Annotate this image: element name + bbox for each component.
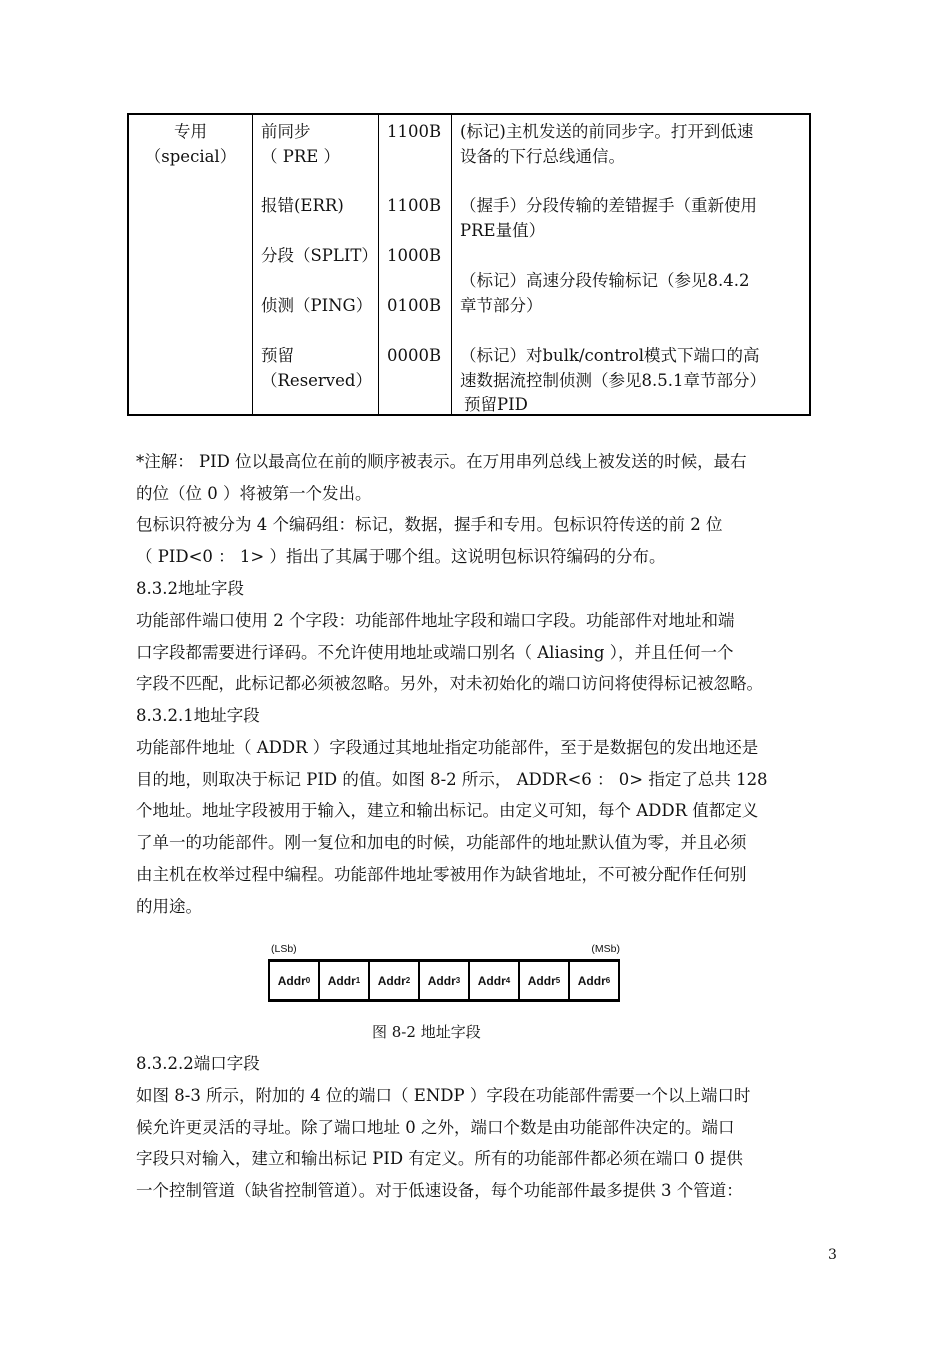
- text-line: 包标识符被分为 4 个编码组：标记，数据，握手和专用。包标识符传送的前 2 位: [136, 515, 723, 534]
- text-line: 的用途。: [136, 896, 202, 916]
- text-line: 字段只对输入，建立和输出标记 PID 有定义。所有的功能部件都必须在端口 0 提供: [136, 1149, 743, 1169]
- text-line: *注解： PID 位以最高位在前的顺序被表示。在万用串列总线上被发送的时候，最右: [136, 452, 747, 471]
- pid-code: 1100B: [387, 122, 442, 141]
- pid-code: 0100B: [387, 296, 442, 315]
- address-bit-cell: Addr 6: [570, 962, 620, 999]
- pid-description: (标记)主机发送的前同步字。打开到低速: [460, 122, 754, 141]
- pid-description: （标记）高速分段传输标记（参见8.4.2: [460, 271, 750, 290]
- description-column: [451, 115, 809, 414]
- text-line: 功能部件地址（ ADDR ）字段通过其地址指定功能部件，至于是数据包的发出地还是: [136, 738, 759, 757]
- section-heading-8-3-2-2: 8.3.2.2端口字段: [136, 1054, 260, 1073]
- name-column: [252, 115, 378, 414]
- msb-label: (MSb): [591, 943, 620, 955]
- lsb-label: (LSb): [271, 943, 297, 955]
- address-bit-cell: Addr 2: [370, 962, 420, 999]
- pid-code: 1000B: [387, 246, 442, 265]
- text-line: 如图 8-3 所示，附加的 4 位的端口（ ENDP ）字段在功能部件需要一个以上端口时: [136, 1086, 751, 1105]
- text-line: 一个控制管道（缺省控制管道）。对于低速设备，每个功能部件最多提供 3 个管道：: [136, 1181, 743, 1201]
- pid-code: 1100B: [387, 196, 442, 215]
- endpoint-field-paragraph: [136, 1080, 836, 1207]
- address-field-paragraph: [136, 732, 836, 922]
- text-line: 目的地，则取决于标记 PID 的值。如图 8-2 所示， ADDR<6 ： 0> 指定了总共 128: [136, 769, 768, 789]
- text-line: 个地址。地址字段被用于输入，建立和输出标记。由定义可知，每个 ADDR 值都定义: [136, 801, 759, 821]
- pid-name: 前同步: [261, 122, 311, 141]
- note-paragraph: [136, 446, 836, 509]
- pid-name: （Reserved）: [261, 371, 372, 390]
- section-heading-8-3-2-1: 8.3.2.1地址字段: [136, 706, 260, 725]
- page-number: 3: [828, 1247, 837, 1263]
- text-line: 候允许更灵活的寻址。除了端口地址 0 之外，端口个数是由功能部件决定的。端口: [136, 1117, 735, 1137]
- type-column: [129, 115, 252, 414]
- pid-name: 分段（SPLIT）: [261, 246, 378, 265]
- text-line: 口字段都需要进行译码。不允许使用地址或端口别名（ Aliasing ），并且任何一个: [136, 642, 734, 662]
- address-bit-cell: Addr 1: [320, 962, 370, 999]
- pid-special-table: [127, 113, 811, 416]
- pid-description: 设备的下行总线通信。: [460, 147, 625, 166]
- text-line: 字段不匹配，此标记都必须被忽略。另外，对未初始化的端口访问将使得标记被忽略。: [136, 674, 763, 694]
- pid-description: PRE量值）: [460, 221, 546, 240]
- pid-code: 0000B: [387, 346, 442, 365]
- pid-description: （标记）对bulk/control模式下端口的高: [460, 346, 760, 365]
- type-label: 专用: [174, 122, 207, 141]
- pid-name: 侦测（PING）: [261, 296, 373, 315]
- address-bit-cell: Addr 5: [520, 962, 570, 999]
- pid-description: 速数据流控制侦测（参见8.5.1章节部分）: [460, 371, 766, 390]
- pid-description: （握手）分段传输的差错握手（重新使用: [460, 196, 757, 215]
- text-line: 功能部件端口使用 2 个字段：功能部件地址字段和端口字段。功能部件对地址和端: [136, 611, 735, 630]
- address-bit-cell: Addr 3: [420, 962, 470, 999]
- text-line: 了单一的功能部件。刚一复位和加电的时候，功能部件的地址默认值为零，并且必须: [136, 833, 747, 853]
- address-fields-paragraph: [136, 605, 836, 700]
- pid-description: 章节部分）: [460, 296, 543, 315]
- pid-name: 报错(ERR): [261, 196, 344, 215]
- pid-description: 预留PID: [464, 395, 528, 414]
- text-line: 由主机在枚举过程中编程。功能部件地址零被用作为缺省地址，不可被分配作任何别: [136, 864, 747, 884]
- text-line: （ PID<0 ： 1> ）指出了其属于哪个组。这说明包标识符编码的分布。: [136, 546, 666, 566]
- address-bit-cell: Addr 4: [470, 962, 520, 999]
- pid-name: （ PRE ）: [261, 147, 341, 166]
- code-column: [378, 115, 451, 414]
- figure-caption: 图 8-2 地址字段: [372, 1023, 481, 1041]
- section-heading-8-3-2: 8.3.2地址字段: [136, 579, 244, 598]
- address-bit-row: [268, 959, 620, 1002]
- text-line: 的位（位 0 ）将被第一个发出。: [136, 483, 372, 503]
- address-field-figure: [268, 943, 624, 1003]
- pid-name: 预留: [261, 346, 294, 365]
- pid-groups-paragraph: [136, 509, 836, 572]
- address-bit-cell: Addr 0: [270, 962, 320, 999]
- type-label-en: （special）: [144, 147, 237, 166]
